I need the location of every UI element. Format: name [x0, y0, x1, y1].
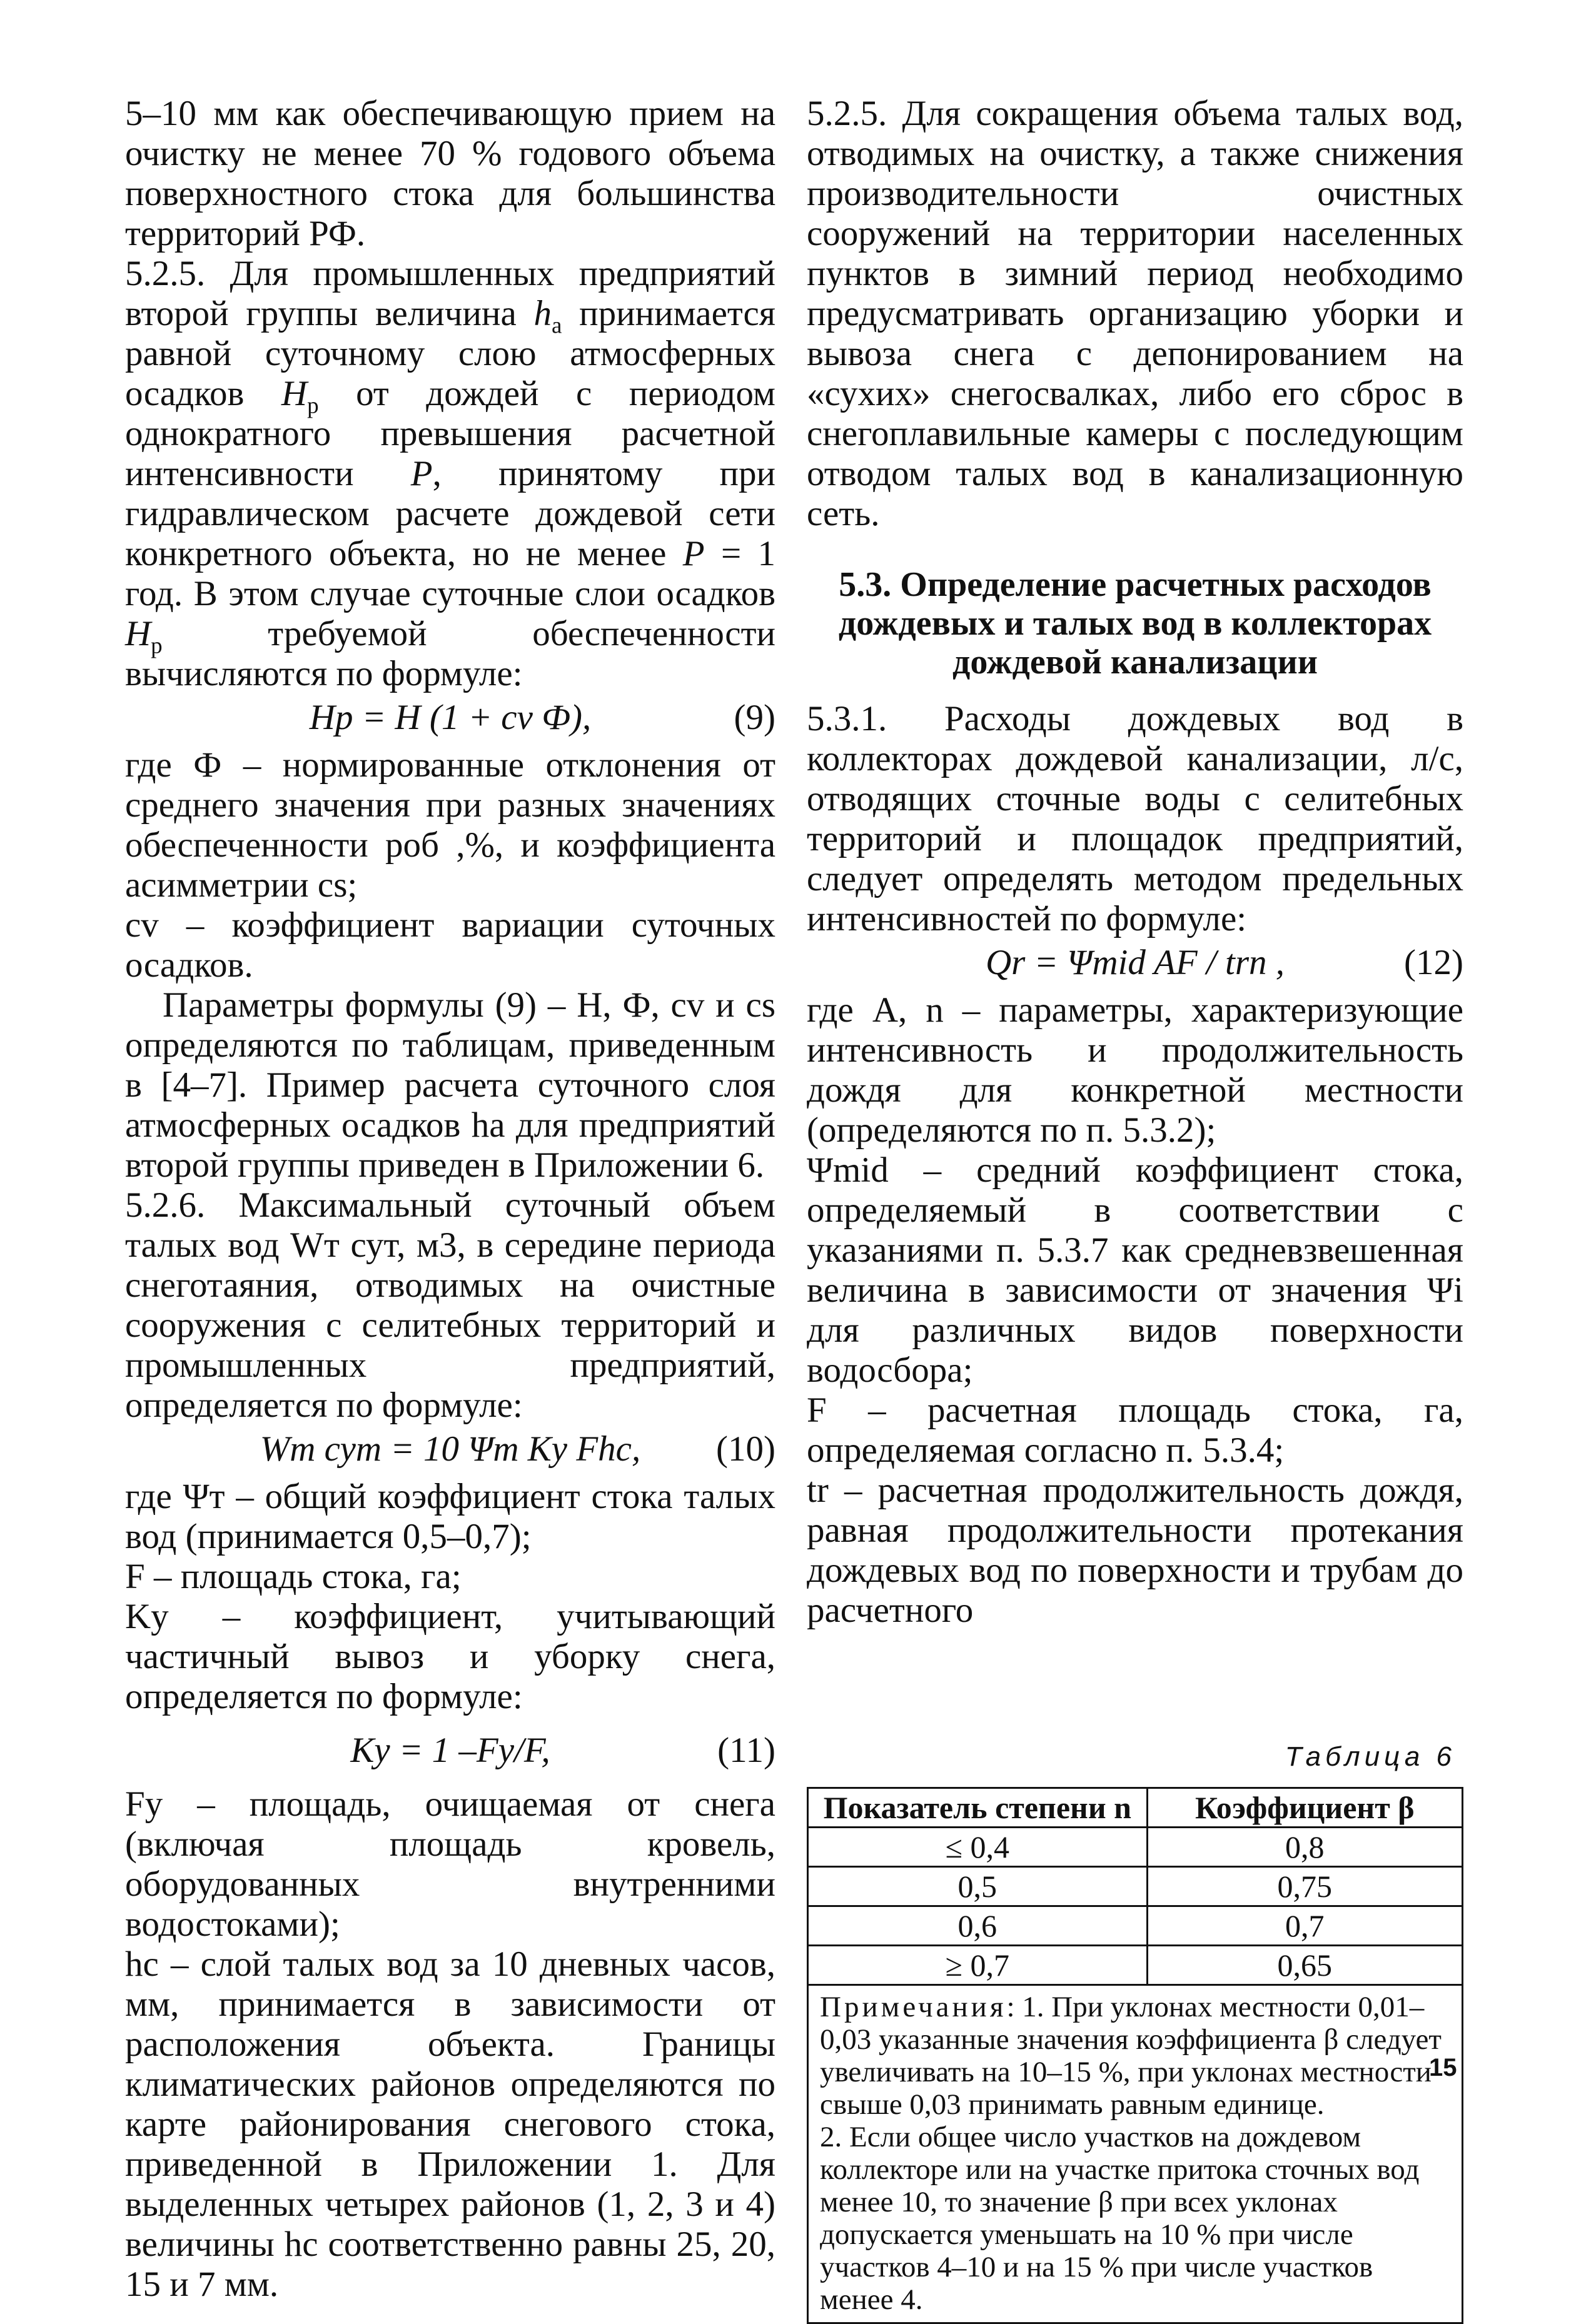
paragraph: tr – расчетная продолжительность дождя, равная продолжительности протекания дождевых вод по поверхности и трубам до расчетного	[807, 1471, 1463, 1630]
formula-number: (10)	[716, 1429, 775, 1469]
table-header: Коэффициент β	[1147, 1788, 1462, 1828]
paragraph: где A, n – параметры, характеризующие интенсивность и продолжительность дождя для конкретной местности (определяются по п. 5.3.2);	[807, 990, 1463, 1150]
table-cell: 0,8	[1147, 1828, 1462, 1867]
note-1: Примечания: 1. При уклонах местности 0,01–0,03 указанные значения коэффициента β следует увеличивать на 10–15 %, при уклонах местности свыше 0,03 принимать равным единице.	[820, 1991, 1442, 2121]
formula-number: (9)	[734, 698, 775, 737]
table-row	[808, 1828, 1463, 1867]
page-number: 15	[1429, 2054, 1457, 2081]
table-cell: 0,75	[1147, 1867, 1462, 1906]
table-cell: ≥ 0,7	[808, 1946, 1148, 1985]
paragraph: Параметры формулы (9) – H, Ф, cv и cs определяются по таблицам, приведенным в [4–7]. Пример расчета суточного слоя атмосферных осадков hа для предприятий второй группы приведен в Приложении 6.	[125, 985, 775, 1185]
table-cell: ≤ 0,4	[808, 1828, 1148, 1867]
paragraph: F – площадь стока, га;	[125, 1557, 462, 1596]
formula-10: Wт сут = 10 Ψт Kу Fhс, (10)	[260, 1429, 775, 1469]
table-cell: 0,7	[1147, 1906, 1462, 1946]
table-note-row	[808, 1985, 1463, 2323]
left-column	[125, 94, 775, 2305]
table-cell: 0,5	[808, 1867, 1148, 1906]
paragraph-5-2-5-snow: 5.2.5. Для сокращения объема талых вод, отводимых на очистку, а также снижения производительности очистных сооружений на территории населенных пунктов в зимний период необходимо предусматривать организацию уборки и вывоза снега с депонированием на «сухих» снегосвалках, либо его сброс в снегоплавильные камеры с последующим отводом талых вод в канализационную сеть.	[807, 94, 1463, 533]
paragraph: 5–10 мм как обеспечивающую прием на очистку не менее 70 % годового объема поверхностного стока для большинства территорий РФ.	[125, 94, 775, 253]
table-row	[808, 1946, 1463, 1985]
table-header: Показатель степени n	[808, 1788, 1148, 1828]
paragraph: Kу – коэффициент, учитывающий частичный вывоз и уборку снега, определяется по формуле:	[125, 1597, 775, 1716]
paragraph: где Ф – нормированные отклонения от среднего значения при разных значениях обеспеченности pоб ,%, и коэффициента асимметрии cs;	[125, 745, 775, 905]
paragraph: Ψmid – средний коэффициент стока, определяемый в соответствии с указаниями п. 5.3.7 как средневзвешенная величина в зависимости от значения Ψi для различных видов поверхности водосбора;	[807, 1150, 1463, 1390]
section-heading: 5.3. Определение расчетных расходов дождевых и талых вод в коллекторах дождевой канализации	[838, 565, 1432, 682]
paragraph: cv – коэффициент вариации суточных осадков.	[125, 905, 775, 985]
right-column	[807, 94, 1463, 2324]
table-cell: 0,65	[1147, 1946, 1462, 1985]
formula-number: (12)	[1404, 943, 1463, 982]
paragraph-5-3-1: 5.3.1. Расходы дождевых вод в коллекторах дождевой канализации, л/с, отводящих сточные воды с селитебных территорий и площадок предприятий, следует определять методом предельных интенсивностей по формуле:	[807, 699, 1463, 938]
note-2: 2. Если общее число участков на дождевом коллекторе или на участке притока сточных вод менее 10, то значение β при всех уклонах допускается уменьшать на 10 % при числе участков 4–10 и на 15 % при числе участков менее 4.	[820, 2121, 1420, 2316]
paragraph: Fу – площадь, очищаемая от снега (включая площадь кровель, оборудованных внутренними водостоками);	[125, 1784, 775, 1944]
paragraph-5-2-5: 5.2.5. Для промышленных предприятий второй группы величина $h_а$ принимается равной суточному слою атмосферных осадков $H_р$ от дождей с периодом однократного превышения расчетной интенсивности P, принятому при гидравлическом расчете дождевой сети конкретного объекта, но не менее P = 1 год. В этом случае суточные слои осадков $H_р$ требуемой обеспеченности вычисляются по формуле:	[125, 254, 776, 693]
paragraph: F – расчетная площадь стока, га, определяемая согласно п. 5.3.4;	[807, 1391, 1463, 1470]
formula-12: Qr = Ψmid AF / trn , (12)	[985, 943, 1463, 982]
formula-number: (11)	[717, 1731, 775, 1770]
table-row	[808, 1906, 1463, 1946]
formula-11: Kу = 1 –Fу/F, (11)	[350, 1731, 775, 1770]
table-row	[808, 1867, 1463, 1906]
paragraph: где Ψт – общий коэффициент стока талых вод (принимается 0,5–0,7);	[125, 1477, 775, 1556]
table-caption: Таблица 6	[1285, 1741, 1456, 1772]
table-cell: 0,6	[808, 1906, 1148, 1946]
coefficient-table	[807, 1787, 1463, 2324]
paragraph: hс – слой талых вод за 10 дневных часов, мм, принимается в зависимости от расположения объекта. Границы климатических районов определяются по карте районирования снегового стока, приведенной в Приложении 1. Для выделенных четырех районов (1, 2, 3 и 4) величины hс соответственно равны 25, 20, 15 и 7 мм.	[125, 1944, 775, 2304]
paragraph-5-2-6: 5.2.6. Максимальный суточный объем талых вод Wт сут, м3, в середине периода снеготаяния, отводимых на очистные сооружения с селитебных территорий и промышленных предприятий, определяется по формуле:	[125, 1185, 775, 1425]
table-notes	[808, 1985, 1463, 2323]
formula-9: Hр = H (1 + cv Ф), (9)	[309, 698, 775, 737]
